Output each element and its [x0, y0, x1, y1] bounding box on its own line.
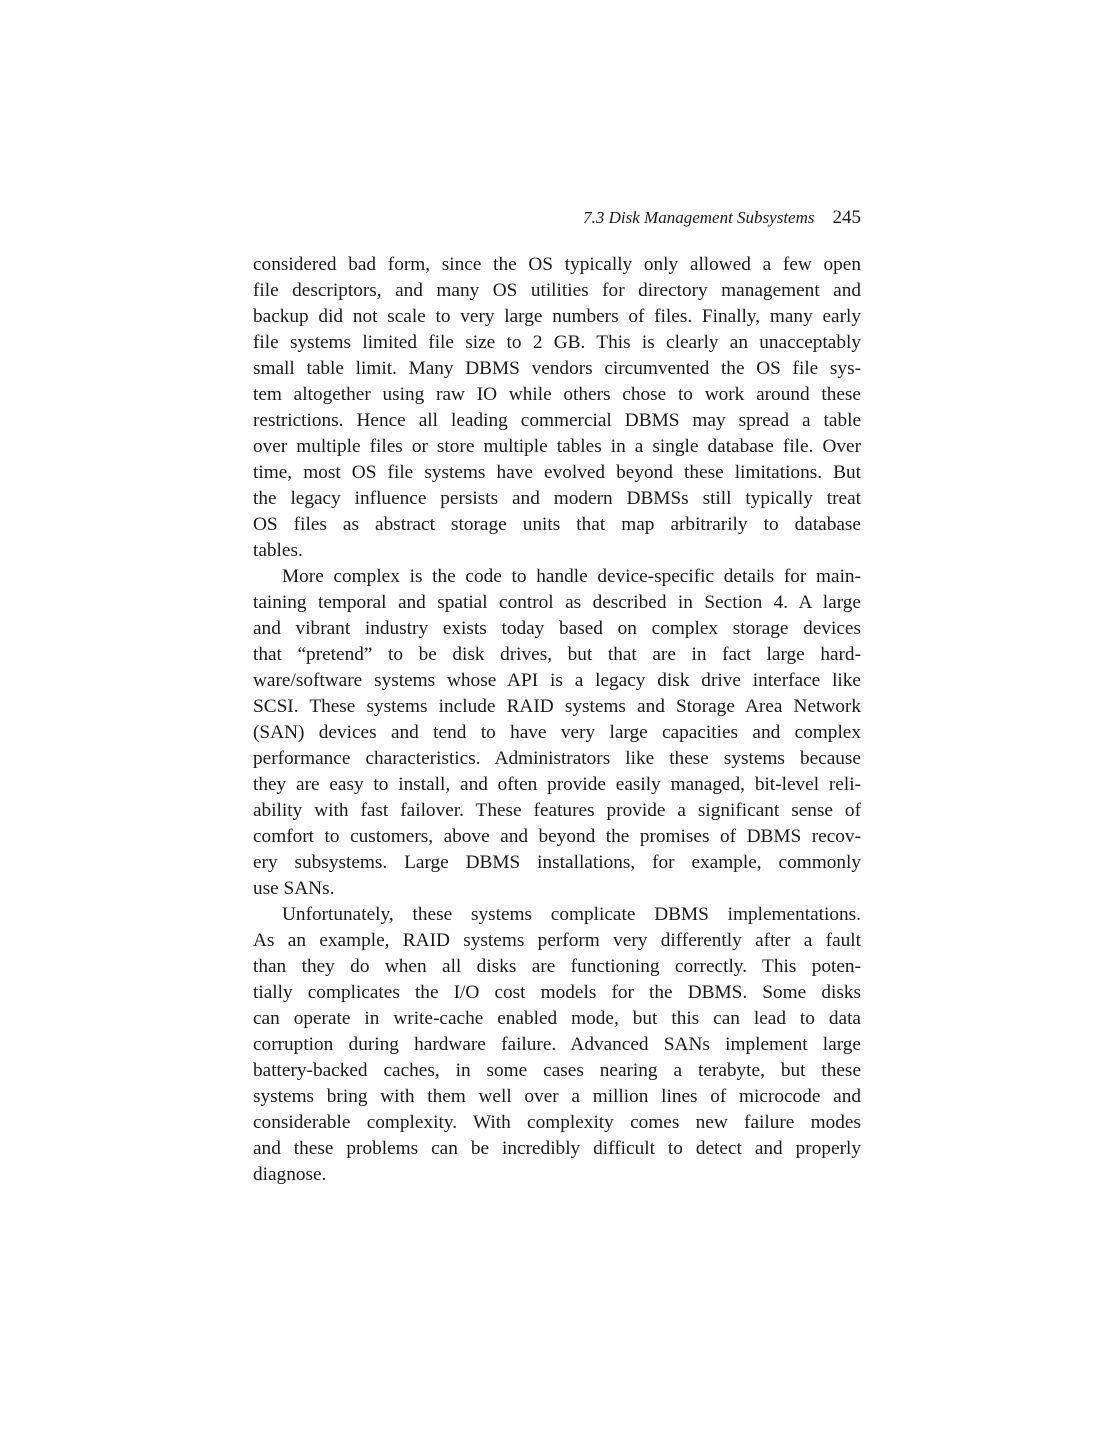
text-line: file descriptors, and many OS utilities for directory management and	[253, 280, 861, 301]
text-line: they are easy to install, and often provide easily managed, bit-level reli-	[253, 774, 861, 795]
text-line: and vibrant industry exists today based on complex storage devices	[253, 618, 861, 639]
page-number: 245	[832, 207, 861, 228]
text-line: use SANs.	[253, 878, 335, 899]
text-line: restrictions. Hence all leading commercial DBMS may spread a table	[253, 410, 861, 431]
text-line: that “pretend” to be disk drives, but that are in fact large hard-	[253, 644, 861, 665]
text-line: Unfortunately, these systems complicate DBMS implementations.	[282, 904, 861, 925]
text-line: the legacy influence persists and modern DBMSs still typically treat	[253, 488, 861, 509]
text-line: OS files as abstract storage units that map arbitrarily to database	[253, 514, 861, 535]
text-line: can operate in write-cache enabled mode, but this can lead to data	[253, 1008, 861, 1029]
text-line: than they do when all disks are functioning correctly. This poten-	[253, 956, 861, 977]
text-line: corruption during hardware failure. Advanced SANs implement large	[253, 1034, 861, 1055]
text-line: ery subsystems. Large DBMS installations, for example, commonly	[253, 852, 861, 873]
text-line: SCSI. These systems include RAID systems and Storage Area Network	[253, 696, 861, 717]
text-line: As an example, RAID systems perform very differently after a fault	[253, 930, 861, 951]
text-line: (SAN) devices and tend to have very large capacities and complex	[253, 722, 861, 743]
running-header	[253, 206, 861, 230]
paragraph	[253, 252, 861, 564]
text-line: More complex is the code to handle device-specific details for main-	[282, 566, 861, 587]
paragraph	[253, 564, 861, 902]
text-line: systems bring with them well over a million lines of microcode and	[253, 1086, 861, 1107]
text-line: tem altogether using raw IO while others chose to work around these	[253, 384, 861, 405]
body-text	[253, 252, 861, 1188]
text-line: file systems limited file size to 2 GB. This is clearly an unacceptably	[253, 332, 861, 353]
text-line: taining temporal and spatial control as described in Section 4. A large	[253, 592, 861, 613]
text-line: considered bad form, since the OS typically only allowed a few open	[253, 254, 861, 275]
text-line: diagnose.	[253, 1164, 327, 1185]
section-title: 7.3 Disk Management Subsystems	[583, 208, 815, 227]
text-line: over multiple files or store multiple tables in a single database file. Over	[253, 436, 861, 457]
text-line: comfort to customers, above and beyond the promises of DBMS recov-	[253, 826, 861, 847]
text-line: tables.	[253, 540, 303, 561]
text-line: and these problems can be incredibly difficult to detect and properly	[253, 1138, 861, 1159]
text-line: ability with fast failover. These features provide a significant sense of	[253, 800, 861, 821]
text-line: tially complicates the I/O cost models for the DBMS. Some disks	[253, 982, 861, 1003]
text-line: backup did not scale to very large numbers of files. Finally, many early	[253, 306, 861, 327]
text-line: considerable complexity. With complexity comes new failure modes	[253, 1112, 861, 1133]
paragraph	[253, 902, 861, 1188]
text-line: ware/software systems whose API is a legacy disk drive interface like	[253, 670, 861, 691]
text-line: time, most OS file systems have evolved beyond these limitations. But	[253, 462, 861, 483]
text-line: battery-backed caches, in some cases nearing a terabyte, but these	[253, 1060, 861, 1081]
text-line: performance characteristics. Administrators like these systems because	[253, 748, 861, 769]
text-line: small table limit. Many DBMS vendors circumvented the OS file sys-	[253, 358, 861, 379]
